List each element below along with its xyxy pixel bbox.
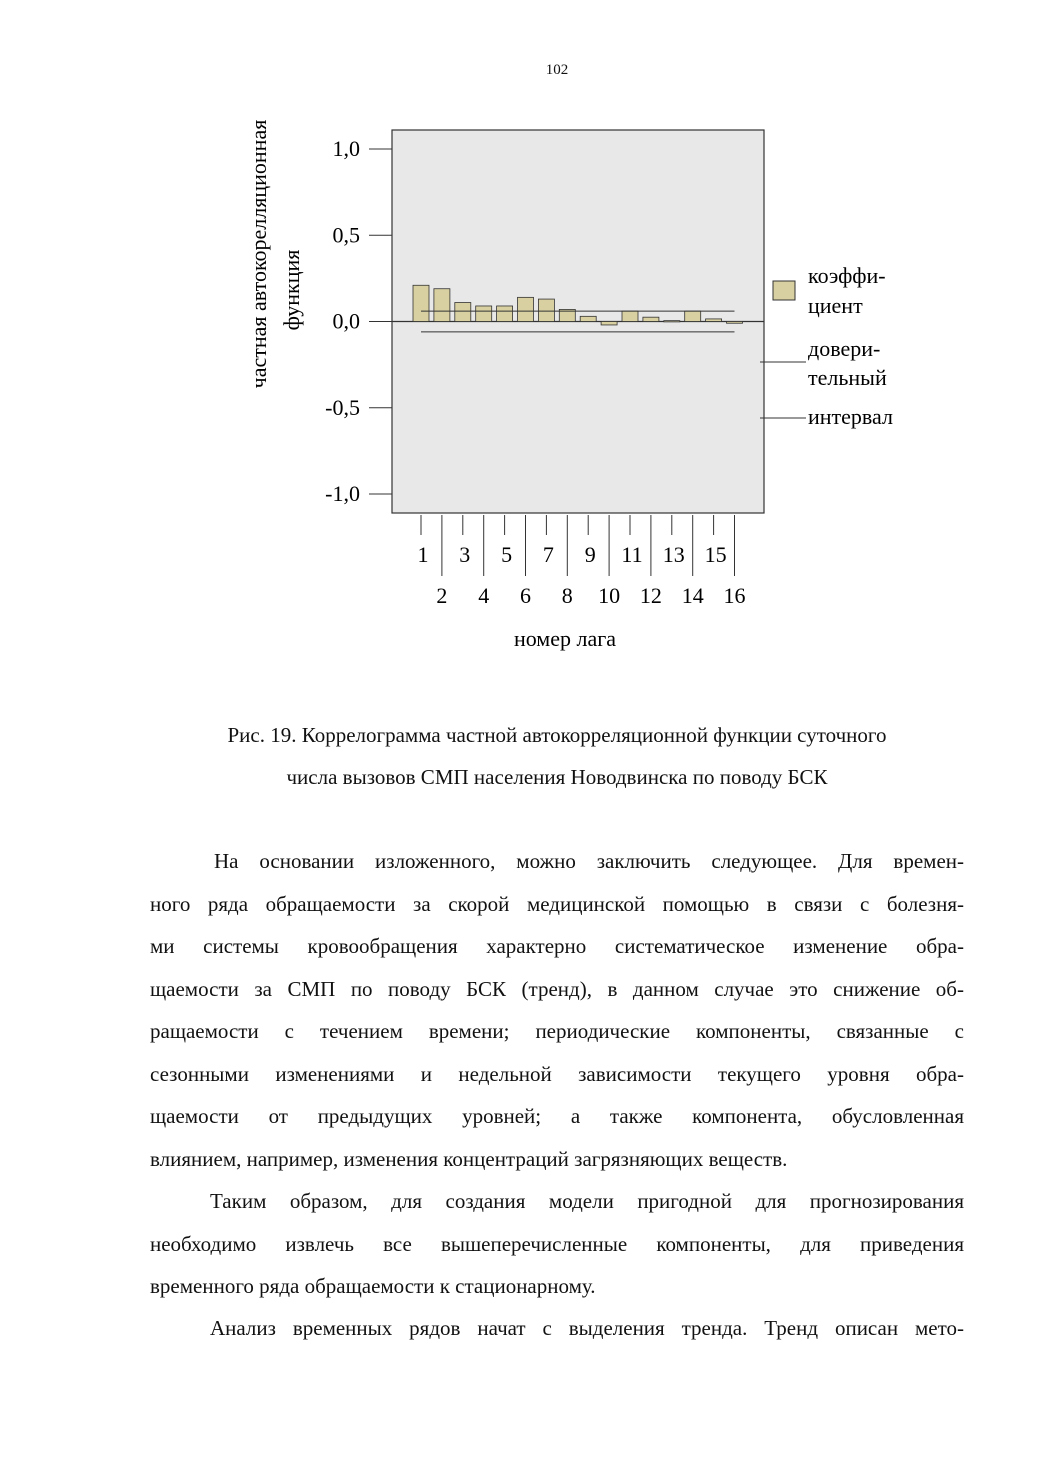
bar	[476, 306, 492, 322]
y-axis-label-line2: функция	[279, 249, 304, 331]
paragraph-line: Анализ временных рядов начат с выделения тренда. Тренд описан мето-	[210, 1316, 964, 1340]
caption-line-1: Рис. 19. Коррелограмма частной автокорреляционной функции суточного	[227, 723, 887, 747]
x-tick-label: 4	[478, 583, 490, 608]
y-tick-label: -1,0	[325, 481, 360, 506]
legend-coefficient-label-2: циент	[808, 293, 863, 318]
x-tick-label: 7	[542, 542, 554, 567]
paragraph-3	[150, 1307, 964, 1350]
x-tick-label: 10	[598, 583, 621, 608]
bar	[518, 297, 534, 321]
paragraph-line: ного ряда обращаемости за скорой медицинской помощью в связи с болезня-	[150, 891, 964, 916]
legend	[760, 263, 893, 429]
bar	[664, 321, 680, 322]
x-tick-label: 8	[561, 583, 573, 608]
x-tick-label: 12	[639, 583, 662, 608]
paragraph-line: Таким образом, для создания модели пригодной для прогнозирования	[210, 1189, 964, 1213]
x-axis-label: номер лага	[513, 626, 617, 651]
x-tick-label: 15	[704, 542, 727, 567]
legend-coefficient-label-1: коэффи-	[808, 263, 886, 288]
paragraph-line: влиянием, например, изменения концентраций загрязняющих веществ.	[150, 1146, 788, 1171]
bar	[538, 299, 554, 321]
y-tick-label: -0,5	[325, 394, 360, 420]
page-number: 102	[545, 62, 569, 78]
bar	[601, 322, 617, 325]
x-tick-label: 6	[520, 583, 531, 608]
x-tick-label: 9	[584, 542, 596, 567]
bar	[706, 319, 722, 322]
paragraph-line: щаемости за СМП по поводу БСК (тренд), в данном случае это снижение об-	[150, 976, 964, 1001]
figure-caption	[150, 714, 964, 798]
bar	[643, 317, 659, 321]
y-tick-label: 0,0	[332, 308, 360, 334]
paragraph-line: необходимо извлечь все вышеперечисленные компоненты, для приведения	[150, 1231, 964, 1256]
bar	[580, 316, 596, 321]
y-tick-label: 0,5	[332, 222, 360, 248]
legend-interval-label-3: интервал	[808, 404, 893, 429]
caption-line-2: числа вызовов СМП населения Новодвинска по поводу БСК	[286, 765, 828, 789]
paragraph-line: ми системы кровообращения характерно систематическое изменение обра-	[150, 934, 964, 958]
x-axis	[418, 515, 746, 608]
paragraph-line: На основании изложенного, можно заключить следующее. Для времен-	[214, 849, 964, 873]
legend-interval-label-1: довери-	[808, 336, 881, 361]
y-tick-label: 1,0	[332, 136, 360, 161]
paragraph-2	[150, 1180, 964, 1308]
y-axis-label-line1: частная автокорелляционная	[246, 119, 271, 389]
bar	[685, 311, 701, 321]
legend-coefficient-swatch	[773, 281, 795, 300]
x-tick-label: 13	[662, 542, 685, 567]
x-tick-label: 11	[621, 542, 643, 567]
paragraph-line: щаемости от предыдущих уровней; а также компонента, обусловленная	[150, 1104, 964, 1128]
x-tick-label: 3	[459, 542, 471, 567]
x-tick-label: 5	[501, 542, 513, 567]
bar	[622, 311, 638, 321]
x-tick-label: 16	[723, 583, 746, 608]
paragraph-line: временного ряда обращаемости к стационарному.	[150, 1274, 596, 1298]
legend-interval-label-2: тельный	[808, 365, 887, 390]
bar	[413, 285, 429, 321]
bar	[434, 289, 450, 322]
x-tick-label: 2	[436, 583, 448, 608]
paragraph-line: сезонными изменениями и недельной зависимости текущего уровня обра-	[150, 1061, 964, 1086]
bar	[727, 322, 743, 324]
x-tick-label: 1	[417, 542, 429, 567]
x-tick-label: 14	[681, 583, 704, 608]
paragraph-line: ращаемости с течением времени; периодические компоненты, связанные с	[150, 1019, 964, 1043]
pacf-chart	[0, 0, 1039, 700]
bar	[455, 303, 471, 322]
bar	[497, 306, 513, 322]
paragraph-1	[150, 840, 964, 1180]
